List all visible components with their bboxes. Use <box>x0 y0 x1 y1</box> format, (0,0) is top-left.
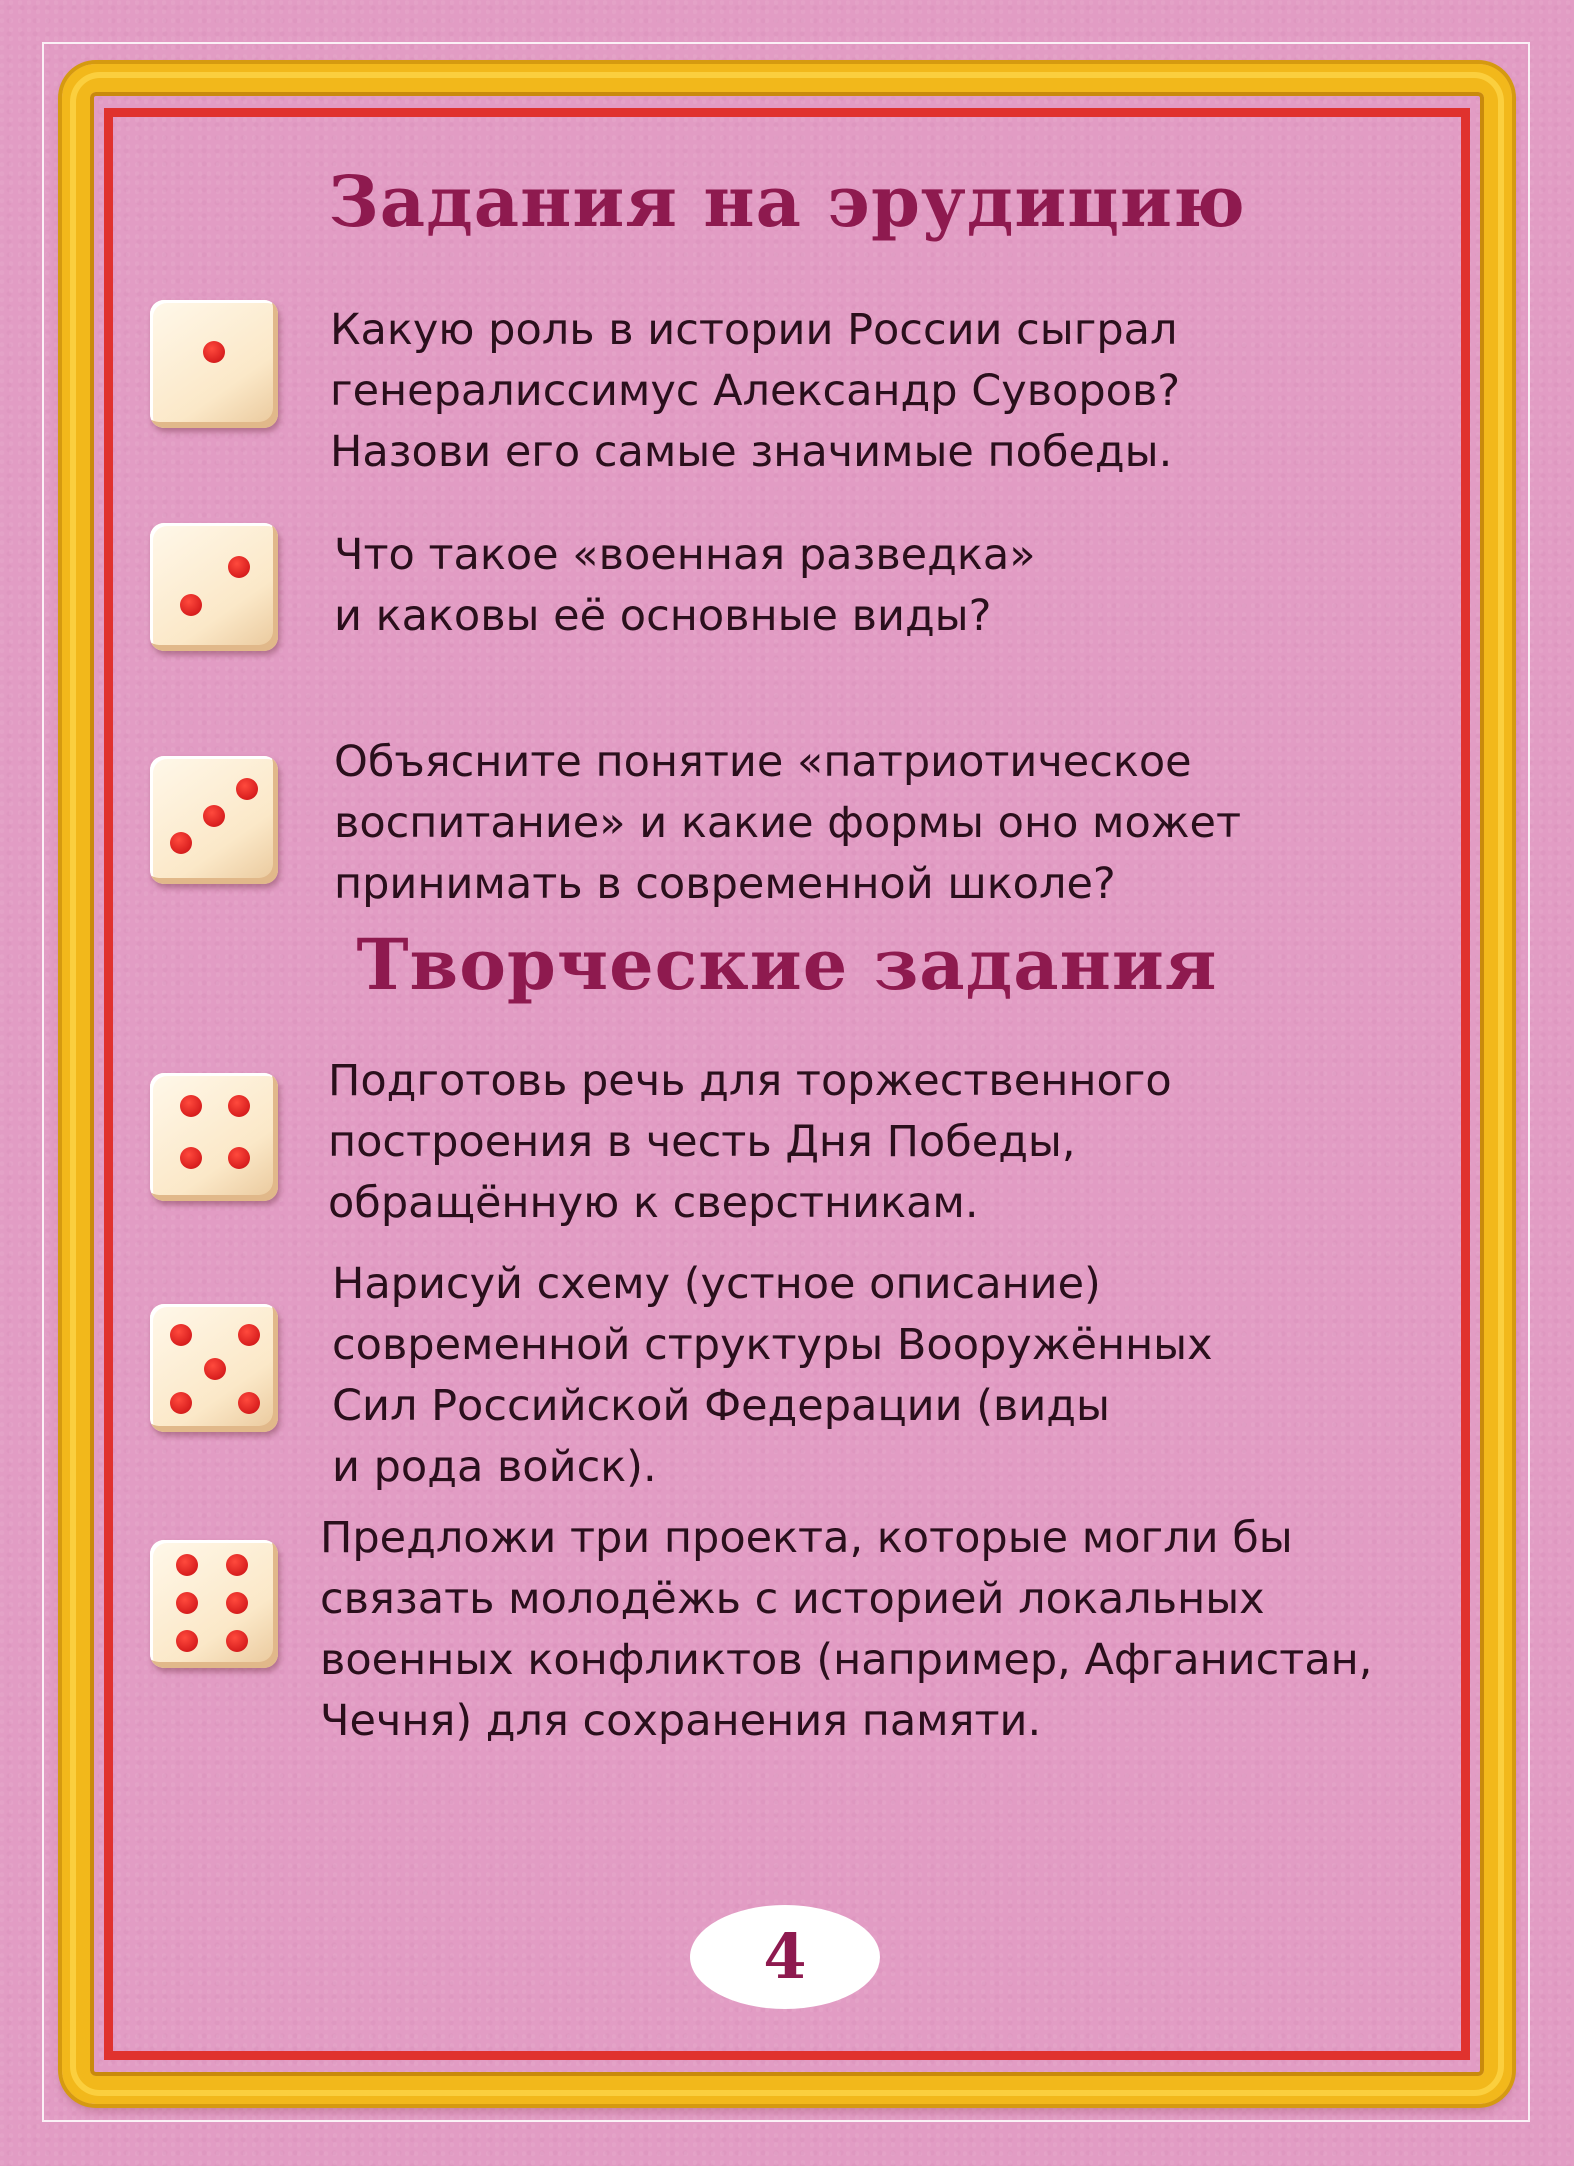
page-number: 4 <box>763 1920 807 1993</box>
pip-dot <box>170 1324 192 1346</box>
task-text-4: Подготовь речь для торжественного построения в честь Дня Победы, обращённую к сверстникам. <box>328 1056 1172 1228</box>
pip-dot <box>238 1392 260 1414</box>
task-text-3: Объясните понятие «патриотическое воспитание» и какие формы оно может принимать в современной школе? <box>334 737 1242 909</box>
pip-dot <box>203 805 225 827</box>
pip-dot <box>226 1554 248 1576</box>
pip-dot <box>180 594 202 616</box>
die-four-icon <box>150 1073 278 1201</box>
page-number-badge <box>690 1905 880 2009</box>
task-text-2: Что такое «военная разведка» и каковы её основные виды? <box>334 530 1036 641</box>
pip-dot <box>203 341 225 363</box>
pip-dot <box>228 556 250 578</box>
pip-dot <box>228 1095 250 1117</box>
pip-dot <box>176 1592 198 1614</box>
pip-dot <box>226 1592 248 1614</box>
pip-dot <box>170 1392 192 1414</box>
die-three-icon <box>150 756 278 884</box>
task-item-4 <box>150 1056 1470 1273</box>
task-text-1: Какую роль в истории России сыграл генералиссимус Александр Суворов? Назови его самые значимые победы. <box>330 305 1181 477</box>
pip-dot <box>204 1358 226 1380</box>
task-item-2 <box>150 523 1470 723</box>
pip-dot <box>180 1147 202 1169</box>
pip-dot <box>238 1324 260 1346</box>
die-two-icon <box>150 523 278 651</box>
pip-dot <box>228 1147 250 1169</box>
die-one-icon <box>150 300 278 428</box>
pip-dot <box>236 778 258 800</box>
erudition-heading: Задания на эрудицию <box>328 160 1246 243</box>
die-six-icon <box>150 1540 278 1668</box>
task-item-5 <box>150 1259 1470 1504</box>
task-item-1 <box>150 300 1470 500</box>
pip-dot <box>170 832 192 854</box>
pip-dot <box>226 1630 248 1652</box>
task-text-5: Нарисуй схему (устное описание) современной структуры Вооружённых Сил Российской Федерации (виды и рода войск). <box>332 1259 1213 1492</box>
die-five-icon <box>150 1304 278 1432</box>
task-text-6: Предложи три проекта, которые могли бы связать молодёжь с историей локальных военных конфликтов (например, Афганистан, Чечня) для сохранения памяти. <box>320 1513 1373 1746</box>
task-item-6 <box>150 1513 1470 1746</box>
pip-dot <box>180 1095 202 1117</box>
pip-dot <box>176 1554 198 1576</box>
pip-dot <box>176 1630 198 1652</box>
creative-heading: Творческие задания <box>356 923 1218 1006</box>
